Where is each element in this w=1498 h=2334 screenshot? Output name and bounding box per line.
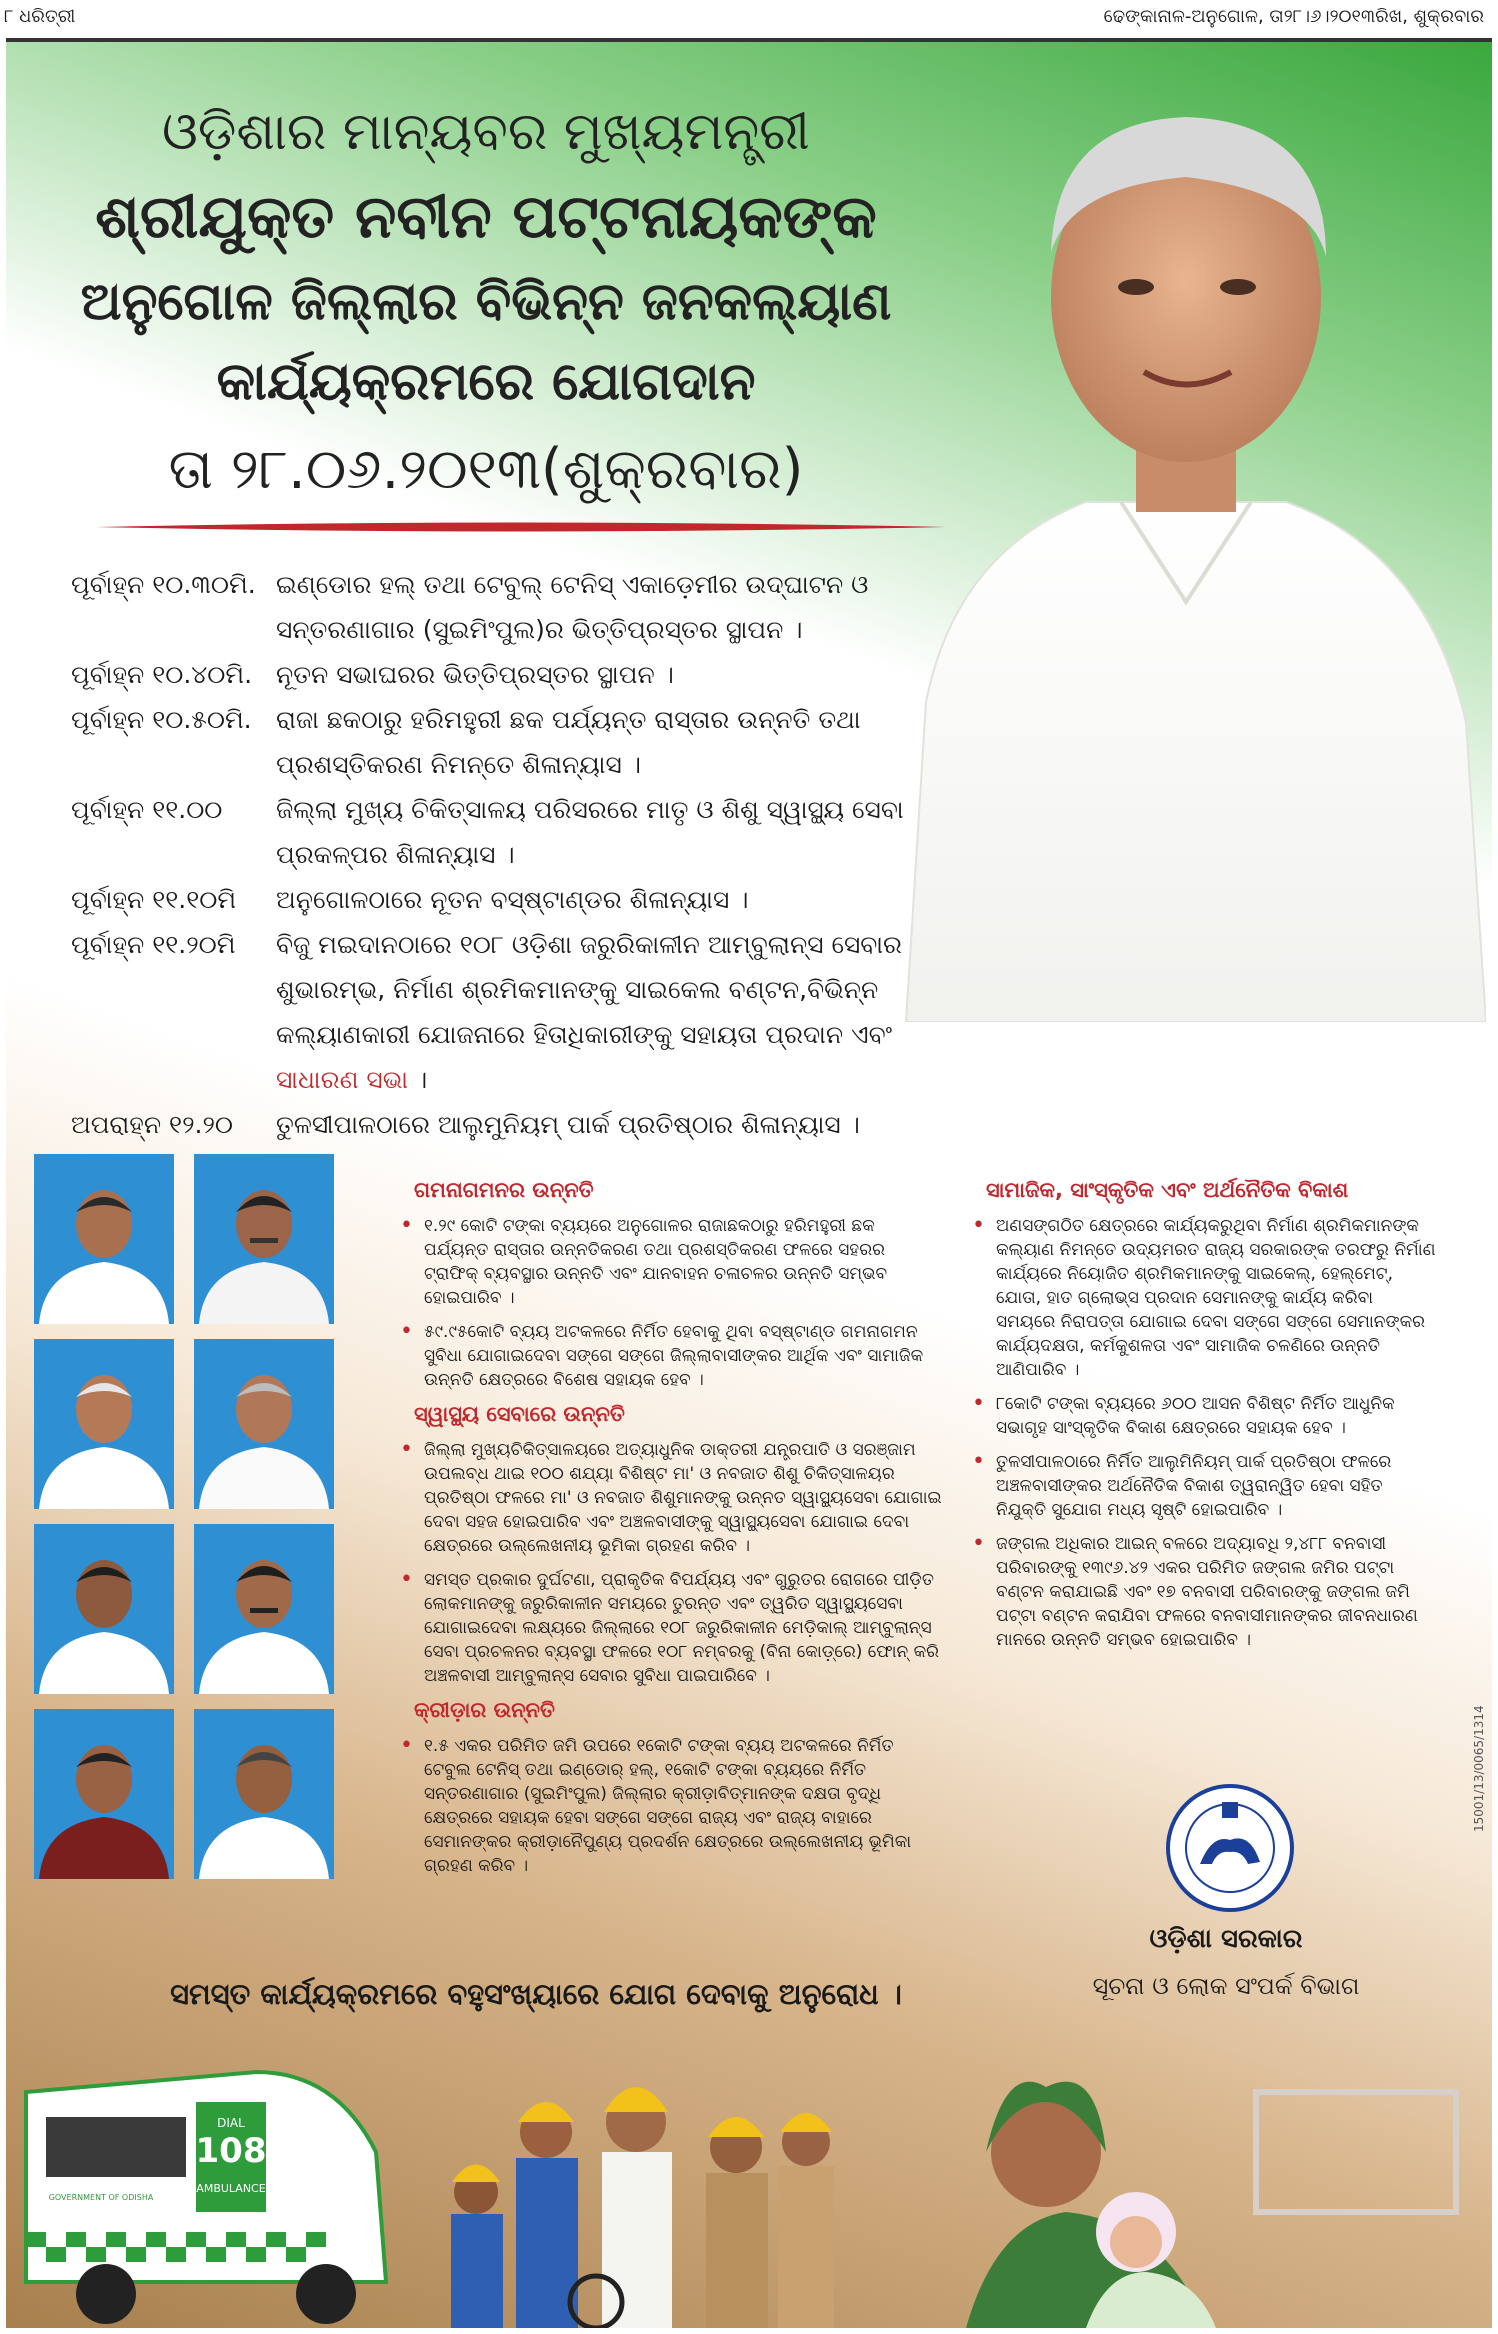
chief-minister-photo [886,82,1486,1022]
ad-code: 15001/13/0065/1314 [1472,1705,1486,1832]
schedule-time: ପୂର୍ବାହ୍ନ ୧୧.୨୦ମି [71,930,236,959]
schedule-text: ନୂତନ ସଭାଘରର ଭିତ୍ତିପ୍ରସ୍ତର ସ୍ଥାପନ । [276,660,674,689]
bullet-item: • ୮କୋଟି ଟଙ୍କା ବ୍ୟୟରେ ୬୦୦ ଆସନ ବିଶିଷ୍ଟ ନିର୍ମିତ ଆଧୁନିକ ସଭାଗୃହ ସାଂସ୍କୃତିକ ବିକାଶ କ୍ଷେତ୍ରରେ ସହାୟକ ହେବ । [966,1392,1436,1440]
dignitary-photo [194,1154,334,1324]
headline-line-2: ଶ୍ରୀଯୁକ୍ତ ନବୀନ ପଟ୍ଟନାୟକଙ୍କ [95,182,877,252]
schedule-list [71,562,971,1147]
bullet-item: • ଅଣସଙ୍ଗଠିତ କ୍ଷେତ୍ରରେ କାର୍ଯ୍ୟକରୁଥିବା ନିର୍ମାଣ ଶ୍ରମିକମାନଙ୍କ କଲ୍ୟାଣ ନିମନ୍ତେ ଉଦ୍ୟମରତ ରାଜ୍ୟ ସରକାରଙ୍କ ତରଫରୁ ନିର୍ମାଣ କାର୍ଯ୍ୟରେ ନିୟୋଜିତ ଶ୍ରମିକମାନଙ୍କୁ ସାଇକେଲ୍, ହେଲ୍‌ମେଟ୍, ଯୋତା, ହାତ ଗ୍ଲୋଭ୍ସ ପ୍ରଦାନ ସେମାନଙ୍କୁ କାର୍ଯ୍ୟ କରିବା ସମୟରେ ନିରାପତ୍ତା ଯୋଗାଇ ଦେବା ସଙ୍ଗେ ସଙ୍ଗେ ସେମାନଙ୍କର କାର୍ଯ୍ୟଦକ୍ଷତା, କର୍ମକୁଶଳତା ଏବଂ ସାମାଜିକ ଚଳଣିରେ ଉନ୍ନତି ଆଣିପାରିବ । [966,1214,1436,1382]
schedule-text: ଅନୁଗୋଳଠାରେ ନୂତନ ବସ୍‌ଷ୍ଟାଣ୍ଡର ଶିଳାନ୍ୟାସ । [276,885,749,914]
schedule-time: ପୂର୍ବାହ୍ନ ୧୧.୧୦ମି [71,885,237,914]
section-title-social: ସାମାଜିକ, ସାଂସ୍କୃତିକ ଏବଂ ଅର୍ଥନୈତିକ ବିକାଶ [986,1178,1349,1202]
schedule-text: ବିଜୁ ମଇଦାନଠାରେ ୧୦୮ ଓଡ଼ିଶା ଜରୁରିକାଳୀନ ଆମ୍ବୁଲାନ୍ସ ସେବାର ଶୁଭାରମ୍ଭ, ନିର୍ମାଣ ଶ୍ରମିକମାନଙ୍କୁ ସାଇକେଲ ବଣ୍ଟନ,ବିଭିନ୍ନ କଲ୍ୟାଣକାରୀ ଯୋଜନାରେ ହିତାଧିକାରୀଙ୍କୁ ସହାୟତା ପ୍ରଦାନ ଏବଂ [276,930,902,1049]
schedule-row [71,787,971,877]
bullet-item: • ତୁଳସୀପାଳଠାରେ ନିର୍ମିତ ଆଲୁମିନିୟମ୍ ପାର୍କ ପ୍ରତିଷ୍ଠା ଫଳରେ ଅଞ୍ଚଳବାସୀଙ୍କର ଅର୍ଥନୈତିକ ବିକାଶ ତ୍ୱରାନ୍ୱିତ ହେବା ସହିତ ନିଯୁକ୍ତି ସୁଯୋଗ ମଧ୍ୟ ସୃଷ୍ଟି ହୋଇପାରିବ । [966,1450,1436,1522]
bullet-item: • ଜଙ୍ଗଲ ଅଧିକାର ଆଇନ୍ ବଳରେ ଅଦ୍ୟାବଧି ୨,୪୮୮ ବନବାସୀ ପରିବାରଙ୍କୁ ୧୩୯୬.୪୨ ଏକର ପରିମିତ ଜଙ୍ଗଲ ଜମିର ପଟ୍ଟା ବଣ୍ଟନ କରାଯାଇଛି ଏବଂ ୧୭ ବନବାସୀ ପରିବାରଙ୍କୁ ଜଙ୍ଗଲ ଜମି ପଟ୍ଟା ବଣ୍ଟନ କରାଯିବା ଫଳରେ ବନବାସୀମାନଙ୍କର ଜୀବନଧାରଣ ମାନରେ ଉନ୍ନତି ସମ୍ଭବ ହୋଇପାରିବ । [966,1532,1436,1652]
dateline: ଢେଙ୍କାନାଳ-ଅନୁଗୋଳ, ତା୨୮।୬।୨୦୧୩ରିଖ, ଶୁକ୍ରବାର [1103,6,1484,27]
bottom-photo-collage [6,2032,1492,2328]
headline-date: ତା ୨୮.୦୬.୨୦୧୩(ଶୁକ୍ରବାର) [168,437,804,502]
schedule-time: ପୂର୍ବାହ୍ନ ୧୦.୩୦ମି. [71,570,256,599]
government-name: ଓଡ଼ିଶା ସରକାର [1149,1924,1303,1954]
section-title-sports: କ୍ରୀଡ଼ାର ଉନ୍ନତି [414,1698,555,1722]
bullet-item: • ୧.୫ ଏକର ପରିମିତ ଜମି ଉପରେ ୧କୋଟି ଟଙ୍କା ବ୍ୟୟ ଅଟକଳରେ ନିର୍ମିତ ଟେବୁଲ ଟେନିସ୍ ତଥା ଇଣ୍ଡୋର୍ ହଲ୍, ୧କୋଟି ଟଙ୍କା ବ୍ୟୟରେ ନିର୍ମିତ ସନ୍ତରଣାଗାର (ସୁଇମିଂପୁଲ) ଜିଲ୍ଲାର କ୍ରୀଡ଼ାବିତ୍‌ମାନଙ୍କ ଦକ୍ଷତା ବୃଦ୍ଧି କ୍ଷେତ୍ରରେ ସହାୟକ ହେବା ସଙ୍ଗେ ସଙ୍ଗେ ରାଜ୍ୟ ଏବଂ ରାଜ୍ୟ ବାହାରେ ସେମାନଙ୍କର କ୍ରୀଡ଼ାନୈପୁଣ୍ୟ ପ୍ରଦର୍ଶନ କ୍ଷେତ୍ରରେ ଉଲ୍ଲେଖନୀୟ ଭୂମିକା ଗ୍ରହଣ କରିବ । [394,1734,944,1878]
schedule-time: ପୂର୍ବାହ୍ନ ୧୦.୪୦ମି. [71,660,253,689]
ambulance-government-label: GOVERNMENT OF ODISHA [48,2193,154,2202]
schedule-text: ତୁଳସୀପାଳଠାରେ ଆଲୁମୁନିୟମ୍ ପାର୍କ ପ୍ରତିଷ୍ଠାର ଶିଳାନ୍ୟାସ । [276,1110,860,1139]
schedule-time: ପୂର୍ବାହ୍ନ ୧୦.୫୦ମି. [71,705,252,734]
construction-workers-image [451,2087,834,2328]
schedule-row [71,1102,971,1147]
dignitary-photo [194,1339,334,1509]
newspaper-header [0,0,1498,38]
ambulance-dial: DIAL [217,2116,245,2130]
mother-and-child-image [966,2082,1456,2328]
section-title-health: ସ୍ୱାସ୍ଥ୍ୟ ସେବାରେ ଉନ୍ନତି [414,1402,625,1426]
dignitary-photo [194,1709,334,1879]
advertisement [6,42,1492,2328]
red-divider [96,520,946,534]
schedule-row [71,562,971,652]
schedule-row [71,922,971,1102]
department-name: ସୂଚନା ଓ ଲୋକ ସଂପର୍କ ବିଭାଗ [1092,1972,1360,2000]
public-meeting-highlight: ସାଧାରଣ ସଭା [276,1065,409,1094]
dignitary-photo [34,1709,174,1879]
schedule-time: ପୂର୍ବାହ୍ନ ୧୧.୦୦ [71,795,223,824]
schedule-row [71,877,971,922]
ambulance-image [26,2072,386,2324]
dignitary-photo [34,1339,174,1509]
appeal-text: ସମସ୍ତ କାର୍ଯ୍ୟକ୍ରମରେ ବହୁସଂଖ୍ୟାରେ ଯୋଗ ଦେବାକୁ ଅନୁରୋଧ । [170,1977,902,2011]
development-column-middle [394,1172,944,1888]
schedule-text: ଇଣ୍ଡୋର ହଲ୍ ତଥା ଟେବୁଲ୍ ଟେନିସ୍ ଏକାଡ଼େମୀର ଉଦ୍‌ଘାଟନ ଓ ସନ୍ତରଣାଗାର (ସୁଇମିଂପୁଲ)ର ଭିତ୍ତିପ୍ରସ୍ତର ସ୍ଥାପନ । [276,570,869,644]
schedule-row [71,652,971,697]
bullet-item: • ଜିଲ୍ଲା ମୁଖ୍ୟଚିକିତ୍ସାଳୟରେ ଅତ୍ୟାଧୁନିକ ଡାକ୍ତରୀ ଯନ୍ତ୍ରପାତି ଓ ସରଞ୍ଜାମ ଉପଲବ୍ଧ ଥାଇ ୧୦୦ ଶଯ୍ୟା ବିଶିଷ୍ଟ ମା' ଓ ନବଜାତ ଶିଶୁ ଚିକିତ୍ସାଳୟର ପ୍ରତିଷ୍ଠା ଫଳରେ ମା' ଓ ନବଜାତ ଶିଶୁମାନଙ୍କୁ ଉନ୍ନତ ସ୍ୱାସ୍ଥ୍ୟସେବା ଯୋଗାଇ ଦେବା ସହଜ ହୋଇପାରିବ ଏବଂ ଅଞ୍ଚଳବାସୀଙ୍କୁ ସ୍ୱାସ୍ଥ୍ୟସେବା ଯୋଗାଇ ଦେବା କ୍ଷେତ୍ରରେ ଉଲ୍ଲେଖନୀୟ ଭୂମିକା ଗ୍ରହଣ କରିବ । [394,1438,944,1558]
dignitary-photo [34,1524,174,1694]
ambulance-word: AMBULANCE [196,2182,266,2195]
schedule-row [71,697,971,787]
bullet-item: • ସମସ୍ତ ପ୍ରକାର ଦୁର୍ଘଟଣା, ପ୍ରାକୃତିକ ବିପର୍ଯ୍ୟୟ ଏବଂ ଗୁରୁତର ରୋଗରେ ପୀଡ଼ିତ ଲୋକମାନଙ୍କୁ ଜରୁରିକାଳୀନ ସମୟରେ ତୁରନ୍ତ ଏବଂ ତ୍ୱରିତ ସ୍ୱାସ୍ଥ୍ୟସେବା ଯୋଗାଇଦେବା ଲକ୍ଷ୍ୟରେ ଜିଲ୍ଲାରେ ୧୦୮ ଜରୁରିକାଳୀନ ମେଡ଼ିକାଲ୍ ଆମ୍ବୁଲାନ୍ସ ସେବା ପ୍ରଚଳନର ବ୍ୟବସ୍ଥା ଫଳରେ ୧୦୮ ନମ୍ବରକୁ (ବିନା କୋଡ଼୍‌ରେ) ଫୋନ୍ କରି ଅଞ୍ଚଳବାସୀ ଆମ୍ବୁଲାନ୍ସ ସେବାର ସୁବିଧା ପାଇପାରିବେ । [394,1568,944,1688]
ambulance-number: 108 [195,2131,267,2171]
schedule-time: ଅପରାହ୍ନ ୧୨.୨୦ [71,1110,234,1139]
headline-line-4: କାର୍ଯ୍ୟକ୍ରମରେ ଯୋଗଦାନ [216,352,756,412]
schedule-text: ରାଜା ଛକଠାରୁ ହରିମହୁରୀ ଛକ ପର୍ଯ୍ୟନ୍ତ ରାସ୍ତାର ଉନ୍ନତି ତଥା ପ୍ରଶସ୍ତିକରଣ ନିମନ୍ତେ ଶିଳାନ୍ୟାସ । [276,705,861,779]
schedule-text-end: । [408,1065,428,1094]
schedule-text: ଜିଲ୍ଲା ମୁଖ୍ୟ ଚିକିତ୍ସାଳୟ ପରିସରରେ ମାତୃ ଓ ଶିଶୁ ସ୍ୱାସ୍ଥ୍ୟ ସେବା ପ୍ରକଳ୍ପର ଶିଳାନ୍ୟାସ । [276,795,904,869]
bullet-item: • ୫୯.୯୫କୋଟି ବ୍ୟୟ ଅଟକଳରେ ନିର୍ମିତ ହେବାକୁ ଥିବା ବସ୍‌ଷ୍ଟାଣ୍ଡ ଗମନାଗମନ ସୁବିଧା ଯୋଗାଇଦେବା ସଙ୍ଗେ ସଙ୍ଗେ ଜିଲ୍ଲାବାସୀଙ୍କର ଆର୍ଥିକ ଏବଂ ସାମାଜିକ ଉନ୍ନତି କ୍ଷେତ୍ରରେ ବିଶେଷ ସହାୟକ ହେବ । [394,1320,944,1392]
bullet-item: • ୧.୨୯ କୋଟି ଟଙ୍କା ବ୍ୟୟରେ ଅନୁଗୋଳର ରାଜାଛକଠାରୁ ହରିମହୁରୀ ଛକ ପର୍ଯ୍ୟନ୍ତ ରାସ୍ତାର ଉନ୍ନତିକରଣ ତଥା ପ୍ରଶସ୍ତିକରଣ ଫଳରେ ସହରର ଟ୍ରାଫିକ୍ ବ୍ୟବସ୍ଥାର ଉନ୍ନତି ଏବଂ ଯାନବାହନ ଚଳାଚଳର ଉନ୍ନତି ସମ୍ଭବ ହୋଇପାରିବ । [394,1214,944,1310]
page-label: ୮ ଧରିତ୍ରୀ [4,6,76,27]
odisha-government-seal-icon [1164,1782,1296,1914]
dignitary-photo [34,1154,174,1324]
headline-line-3: ଅନୁଗୋଳ ଜିଲ୍ଲାର ବିଭିନ୍ନ ଜନକଲ୍ୟାଣ [80,272,892,332]
schedule-text-block [276,922,971,1102]
development-column-right [966,1172,1436,1662]
section-title-transport: ଗମନାଗମନର ଉନ୍ନତି [414,1178,594,1202]
headline-line-1: ଓଡ଼ିଶାର ମାନ୍ୟବର ମୁଖ୍ୟମନ୍ତ୍ରୀ [162,102,810,162]
dignitary-photo [194,1524,334,1694]
